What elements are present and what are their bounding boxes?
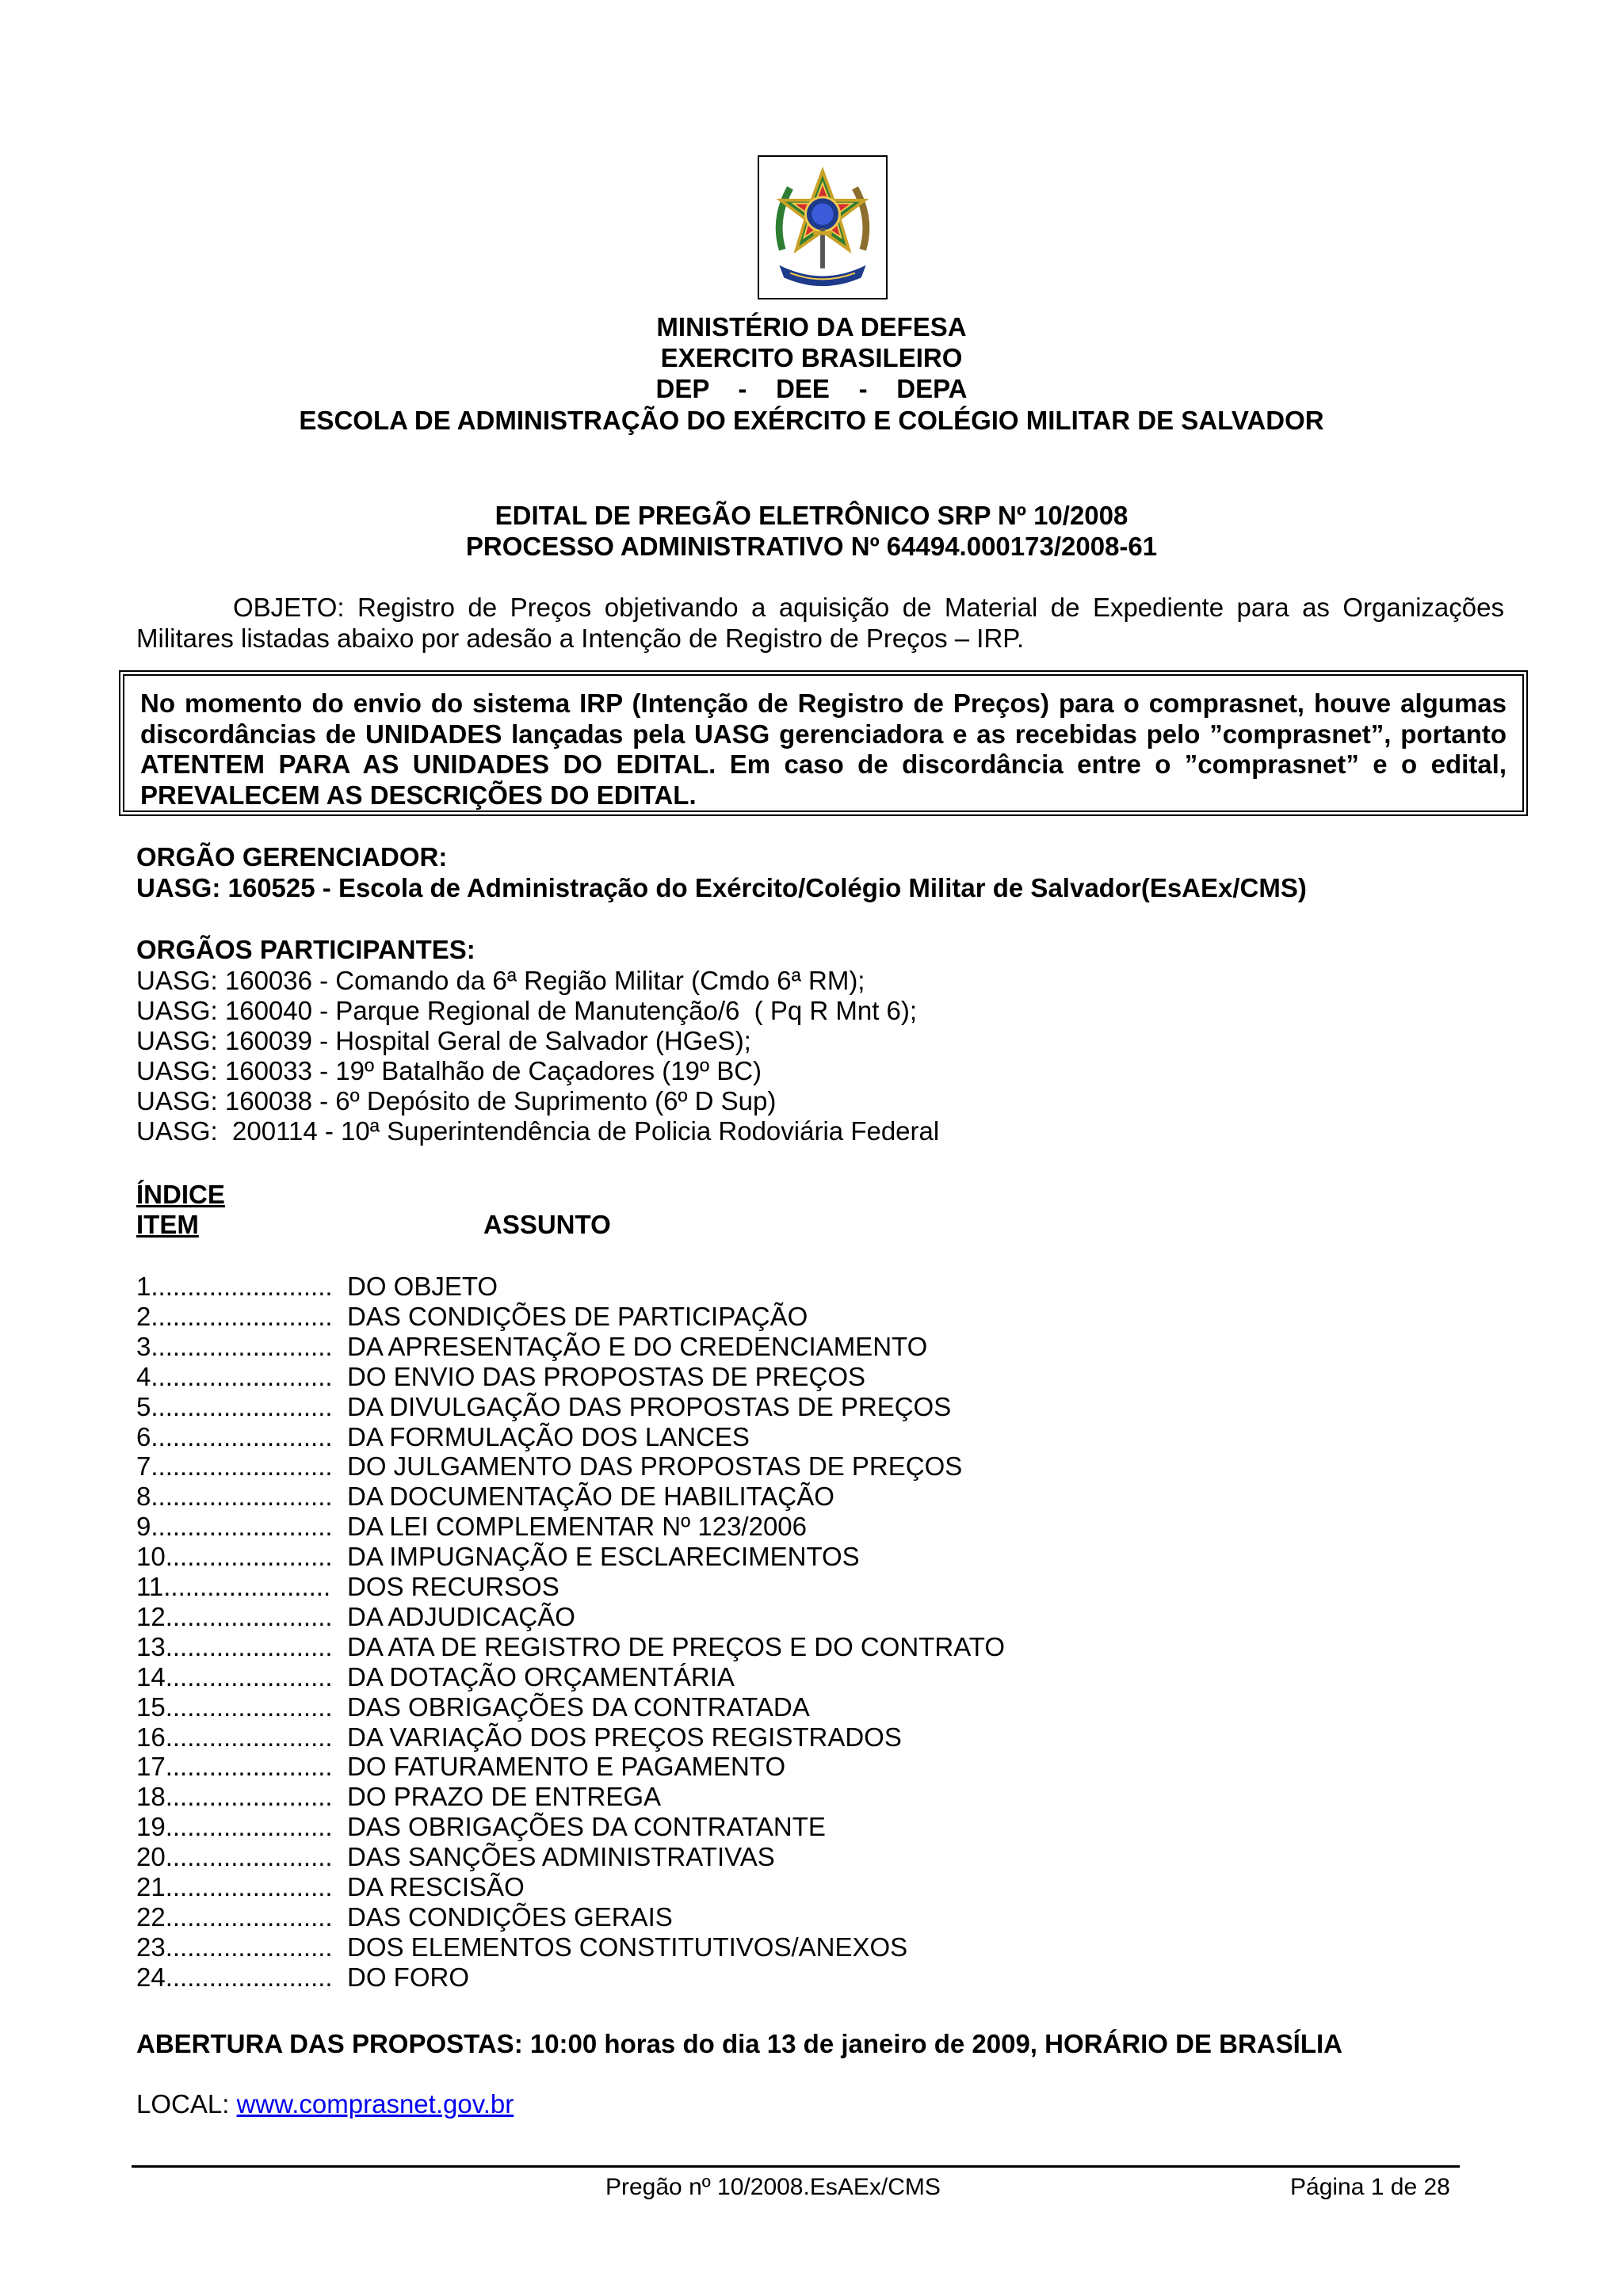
index-row-number: 24....................... — [136, 1962, 333, 1992]
participante-item: UASG: 160040 - Parque Regional de Manutenção/6 ( Pq R Mnt 6); — [136, 996, 918, 1025]
index-row-number: 18....................... — [136, 1782, 333, 1812]
processo-number: PROCESSO ADMINISTRATIVO Nº 64494.000173/2008-61 — [465, 532, 1158, 561]
brazil-coat-of-arms-icon — [758, 155, 888, 299]
index-row — [136, 1602, 575, 1632]
index-row — [136, 1752, 785, 1782]
index-row-title: DAS OBRIGAÇÕES DA CONTRATANTE — [347, 1812, 826, 1842]
index-row — [136, 1872, 525, 1902]
index-row — [136, 1572, 559, 1602]
index-row-number: 6......................... — [136, 1421, 333, 1451]
index-row — [136, 1782, 661, 1812]
index-row-title: DA APRESENTAÇÃO E DO CREDENCIAMENTO — [347, 1331, 928, 1361]
edital-title: EDITAL DE PREGÃO ELETRÔNICO SRP Nº 10/2008 — [495, 501, 1128, 530]
index-row-title: DO PRAZO DE ENTREGA — [347, 1782, 662, 1812]
index-row-number: 11....................... — [136, 1572, 331, 1601]
index-row-title: DO JULGAMENTO DAS PROPOSTAS DE PREÇOS — [347, 1451, 963, 1482]
index-row-title: DA RESCISÃO — [347, 1872, 525, 1901]
index-row — [136, 1632, 1005, 1662]
index-row — [136, 1422, 750, 1452]
index-row-title: DA DOTAÇÃO ORÇAMENTÁRIA — [347, 1661, 735, 1691]
header-army: EXERCITO BRASILEIRO — [660, 343, 963, 372]
header-ministry: MINISTÉRIO DA DEFESA — [656, 312, 967, 341]
coat-of-arms-graphic — [759, 157, 886, 298]
footer-center: Pregão nº 10/2008.EsAEx/CMS — [605, 2174, 941, 2200]
index-row — [136, 1692, 810, 1722]
index-col-item: ITEM — [136, 1210, 199, 1239]
index-row — [136, 1392, 951, 1422]
index-row-number: 23....................... — [136, 1932, 333, 1962]
index-row-number: 4......................... — [136, 1361, 333, 1391]
index-col-assunto: ASSUNTO — [483, 1210, 611, 1239]
index-row — [136, 1332, 927, 1362]
index-row — [136, 1722, 902, 1753]
index-row-title: DA DOCUMENTAÇÃO DE HABILITAÇÃO — [347, 1482, 834, 1512]
index-row — [136, 1932, 907, 1962]
index-row-number: 12....................... — [136, 1601, 333, 1631]
index-row-number: 5......................... — [136, 1391, 333, 1421]
notice-box — [119, 670, 1528, 816]
abertura-line: ABERTURA DAS PROPOSTAS: 10:00 horas do dia 13 de janeiro de 2009, HORÁRIO DE BRASÍLIA — [136, 2029, 1342, 2058]
index-row-number: 19....................... — [136, 1812, 333, 1842]
index-row-title: DO ENVIO DAS PROPOSTAS DE PREÇOS — [347, 1361, 866, 1391]
index-row — [136, 1482, 834, 1512]
participante-item: UASG: 160038 - 6º Depósito de Suprimento (6º D Sup) — [136, 1086, 777, 1116]
index-row-title: DA ADJUDICAÇÃO — [347, 1601, 575, 1631]
notice-text: No momento do envio do sistema IRP (Intenção de Registro de Preços) para o comprasnet, houve algumas discordâncias de UNIDADES lançadas pela UASG gerenciadora e as recebidas pelo ”comprasnet”, portanto ATENTEM PARA AS UNIDADES DO EDITAL. Em caso de discordância entre o ”comprasnet” e o edital, PREVALECEM AS DESCRIÇÕES DO EDITAL. — [140, 688, 1507, 810]
index-row — [136, 1842, 775, 1872]
participantes-heading: ORGÃOS PARTICIPANTES: — [136, 935, 475, 964]
index-row — [136, 1302, 808, 1332]
index-row — [136, 1542, 860, 1572]
index-row — [136, 1662, 735, 1692]
header-school: ESCOLA DE ADMINISTRAÇÃO DO EXÉRCITO E COLÉGIO MILITAR DE SALVADOR — [299, 406, 1324, 435]
index-row-number: 15....................... — [136, 1691, 333, 1722]
index-row-title: DAS SANÇÕES ADMINISTRATIVAS — [347, 1842, 775, 1872]
index-row-number: 13....................... — [136, 1631, 333, 1661]
index-row-title: DAS CONDIÇÕES DE PARTICIPAÇÃO — [347, 1301, 808, 1331]
index-row-title: DA DIVULGAÇÃO DAS PROPOSTAS DE PREÇOS — [347, 1391, 952, 1421]
index-row-number: 22....................... — [136, 1901, 333, 1932]
index-row-number: 8......................... — [136, 1482, 333, 1512]
index-row — [136, 1902, 673, 1932]
index-row-title: DOS ELEMENTOS CONSTITUTIVOS/ANEXOS — [347, 1932, 908, 1962]
index-row-title: DO FATURAMENTO E PAGAMENTO — [347, 1752, 786, 1782]
index-row-title: DAS OBRIGAÇÕES DA CONTRATADA — [347, 1691, 810, 1722]
footer-rule — [132, 2165, 1460, 2168]
index-row-title: DA FORMULAÇÃO DOS LANCES — [347, 1421, 750, 1451]
objeto-paragraph: OBJETO: Registro de Preços objetivando a aquisição de Material de Expediente para as Organizações Militares listadas abaixo por adesão a Intenção de Registro de Preços – IRP. — [136, 593, 1504, 653]
index-row — [136, 1512, 807, 1542]
header-departments: DEP - DEE - DEPA — [655, 374, 968, 403]
participante-item: UASG: 200114 - 10ª Superintendência de Policia Rodoviária Federal — [136, 1116, 940, 1146]
index-row-number: 10....................... — [136, 1542, 333, 1572]
index-row-number: 16....................... — [136, 1722, 333, 1752]
index-row — [136, 1812, 826, 1842]
participante-item: UASG: 160036 - Comando da 6ª Região Militar (Cmdo 6ª RM); — [136, 966, 865, 995]
participante-item: UASG: 160039 - Hospital Geral de Salvador (HGeS); — [136, 1026, 751, 1055]
index-row-number: 3......................... — [136, 1331, 333, 1361]
index-row-title: DA ATA DE REGISTRO DE PREÇOS E DO CONTRATO — [347, 1631, 1006, 1661]
index-row-title: DO FORO — [347, 1962, 469, 1992]
index-heading: ÍNDICE — [136, 1180, 225, 1209]
footer-page-number: Página 1 de 28 — [1290, 2174, 1450, 2200]
local-label: LOCAL: — [136, 2089, 237, 2119]
index-row-number: 2......................... — [136, 1301, 333, 1331]
index-row-title: DA VARIAÇÃO DOS PREÇOS REGISTRADOS — [347, 1722, 902, 1752]
index-row-title: DO OBJETO — [347, 1272, 498, 1301]
index-row — [136, 1451, 962, 1482]
comprasnet-link[interactable]: www.comprasnet.gov.br — [236, 2089, 514, 2119]
index-row-title: DA LEI COMPLEMENTAR Nº 123/2006 — [347, 1512, 807, 1542]
index-row — [136, 1272, 498, 1302]
index-row-title: DAS CONDIÇÕES GERAIS — [347, 1901, 673, 1932]
local-line — [136, 2089, 514, 2119]
index-row-title: DA IMPUGNAÇÃO E ESCLARECIMENTOS — [347, 1542, 860, 1572]
index-row-number: 7......................... — [136, 1451, 333, 1482]
index-row — [136, 1962, 469, 1993]
index-row-number: 20....................... — [136, 1842, 333, 1872]
gerenciador-uasg: UASG: 160525 - Escola de Administração do Exército/Colégio Militar de Salvador(EsAEx/CMS) — [136, 873, 1307, 902]
gerenciador-heading: ORGÃO GERENCIADOR: — [136, 842, 448, 871]
index-row-number: 14....................... — [136, 1661, 333, 1691]
index-row-number: 9......................... — [136, 1512, 333, 1542]
index-row-number: 1......................... — [136, 1272, 333, 1301]
participante-item: UASG: 160033 - 19º Batalhão de Caçadores (19º BC) — [136, 1056, 762, 1085]
index-row — [136, 1362, 865, 1392]
index-row-number: 17....................... — [136, 1752, 333, 1782]
index-row-number: 21....................... — [136, 1872, 333, 1901]
index-row-title: DOS RECURSOS — [347, 1572, 559, 1601]
